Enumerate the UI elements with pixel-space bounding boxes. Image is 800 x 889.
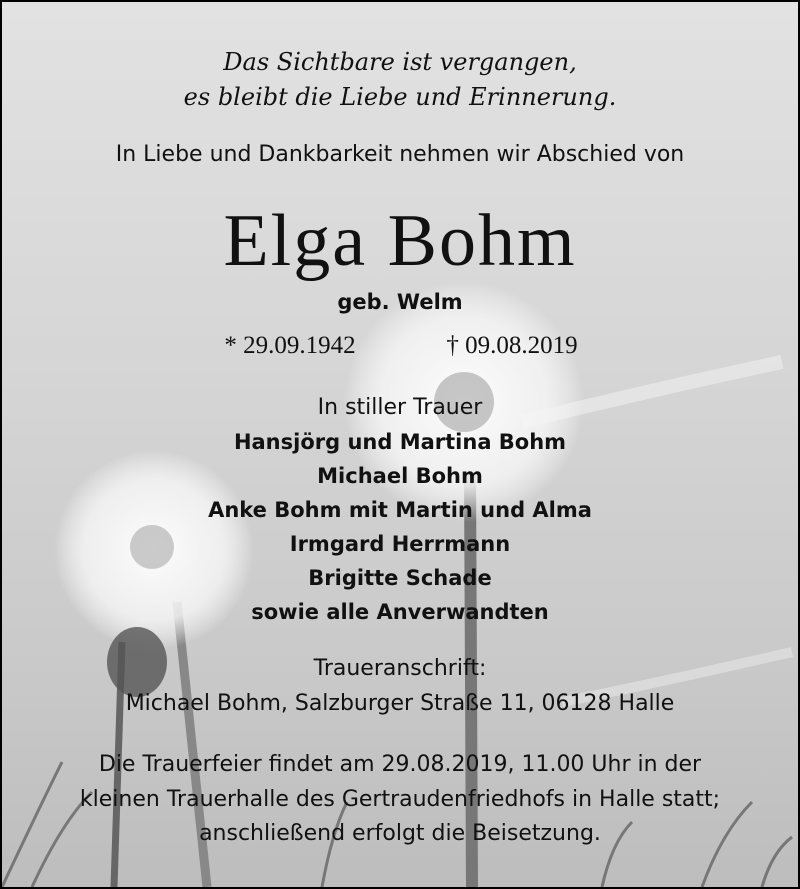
mourner-name: Hansjörg und Martina Bohm (233, 430, 567, 454)
ceremony-line-2: kleinen Trauerhalle des Gertraudenfriedhofs in Halle statt; (79, 787, 721, 812)
ceremony-line-1: Die Trauerfeier findet am 29.08.2019, 11.00 Uhr in der (98, 752, 702, 777)
mourner-name: sowie alle Anverwandten (251, 600, 549, 624)
mourner-name: Michael Bohm (317, 464, 483, 488)
birth-name: geb. Welm (337, 290, 463, 314)
quote-line-1: Das Sichtbare ist vergangen, (223, 48, 577, 76)
address-value: Michael Bohm, Salzburger Straße 11, 06128 Halle (125, 691, 675, 716)
notice-content (2, 2, 798, 887)
intro-text: In Liebe und Dankbarkeit nehmen wir Abschied von (115, 142, 685, 167)
mourner-name: Brigitte Schade (308, 566, 492, 590)
birth-date: * 29.09.1942 (224, 332, 356, 359)
ceremony-line-3: anschließend erfolgt die Beisetzung. (199, 821, 601, 846)
mourners-heading: In stiller Trauer (317, 395, 483, 420)
address-label: Traueranschrift: (313, 656, 487, 681)
mourner-name: Irmgard Herrmann (289, 532, 511, 556)
quote-line-2: es bleibt die Liebe und Erinnerung. (183, 83, 617, 111)
death-date: † 09.08.2019 (446, 332, 578, 359)
mourner-name: Anke Bohm mit Martin und Alma (208, 498, 592, 522)
deceased-name: Elga Bohm (223, 200, 577, 282)
